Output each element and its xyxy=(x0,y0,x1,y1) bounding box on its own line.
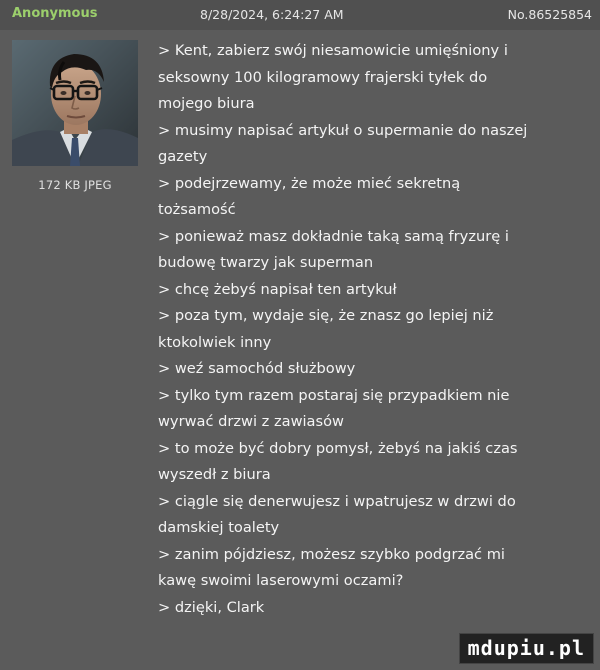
post-number-link[interactable]: No.86525854 xyxy=(507,7,592,22)
post-line: wyszedł z biura xyxy=(158,466,271,483)
post-line: > ciągle się denerwujesz i wpatrujesz w drzwi do xyxy=(158,492,516,510)
post-line: > musimy napisać artykuł o supermanie do naszej xyxy=(158,121,528,139)
post-line: > tylko tym razem postaraj się przypadkiem nie xyxy=(158,386,510,404)
post-line: > poza tym, wydaje się, że znasz go lepiej niż xyxy=(158,307,494,324)
post-datetime: 8/28/2024, 6:24:27 AM xyxy=(200,7,344,22)
post-line: gazety xyxy=(158,148,208,165)
post-line: > chcę żebyś napisał ten artykuł xyxy=(158,280,397,298)
post-line: > to może być dobry pomysł, żebyś na jakiś czas xyxy=(158,439,518,457)
post-body xyxy=(158,38,578,621)
post-thumbnail-image[interactable] xyxy=(12,40,138,166)
post-header xyxy=(0,0,600,30)
post-line: tożsamość xyxy=(158,201,236,218)
post-line: mojego biura xyxy=(158,95,255,112)
post-line: ktokolwiek inny xyxy=(158,333,272,351)
post-line: damskiej toalety xyxy=(158,519,280,536)
post-line: > Kent, zabierz swój niesamowicie umięśniony i xyxy=(158,42,508,59)
post-line: budowę twarzy jak superman xyxy=(158,254,374,271)
post-line: > dzięki, Clark xyxy=(158,598,265,616)
post-line: > ponieważ masz dokładnie taką samą fryzurę i xyxy=(158,227,509,245)
portrait-photo xyxy=(12,40,138,166)
post-line: > zanim pójdziesz, możesz szybko podgrzać mi xyxy=(158,545,505,563)
post-line: > weź samochód służbowy xyxy=(158,360,356,377)
file-size-label: 172 KB JPEG xyxy=(38,178,112,192)
watermark-text: mdupiu.pl xyxy=(467,636,585,660)
post-line: seksowny 100 kilogramowy frajerski tyłek do xyxy=(158,68,488,86)
site-watermark xyxy=(459,633,594,664)
post-line: kawę swoimi laserowymi oczami? xyxy=(158,572,404,589)
post-line: wyrwać drzwi z zawiasów xyxy=(158,413,344,430)
post-line: > podejrzewamy, że może mieć sekretną xyxy=(158,174,461,192)
poster-name: Anonymous xyxy=(12,6,98,21)
